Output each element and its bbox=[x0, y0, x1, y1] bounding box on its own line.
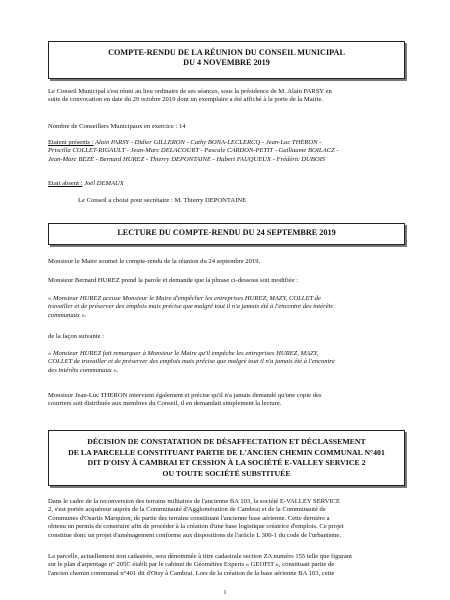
section2-title-line4: OU TOUTE SOCIÉTÉ SUBSTITUÉE bbox=[162, 468, 291, 478]
section1-p4: Monsieur Jean-Luc THERON intervient également et précise qu'il n'a jamais demandé qu'une copie des courriers soit distribuée aux membres du Conseil, il en demandait simplement la lecture. bbox=[48, 392, 322, 408]
intro-line2: suite de convocation en date du 29 octobre 2019 dont un exemplaire a été affiché à la porte de la Mairie. bbox=[48, 96, 324, 104]
section2-title-box bbox=[48, 430, 405, 486]
page-number: 1 bbox=[223, 590, 227, 596]
absent-line bbox=[48, 180, 404, 188]
present-list bbox=[48, 139, 404, 164]
section2-p2: La parcelle, actuellement non cadastrée, sera dénommée à titre cadastrale section ZA numéro 155 telle que figurant sur le plan d'arpentage n° 205C établi par le cabinet de Géomètres Experts « GEOFIT », constituait partie de l'ancien chemin communal n°401 dit d'Oisy à Cambrai. Lors de la création de la base aérienne BA 103, cette bbox=[48, 553, 352, 577]
section1-title: LECTURE DU COMPTE-RENDU DU 24 SEPTEMBRE 2019 bbox=[117, 228, 336, 237]
header-title-box bbox=[48, 41, 405, 79]
section1-p3: de la façon suivante : bbox=[48, 333, 105, 340]
councillors-count: Nombre de Conseillers Municipaux en exercice : 14 bbox=[48, 123, 186, 130]
absent-value: Joël DEMAUX bbox=[82, 180, 124, 187]
secretary-line: Le Conseil a choisi pour secrétaire : M. Thierry DEPONTAINE bbox=[78, 197, 247, 204]
intro-paragraph bbox=[48, 88, 404, 105]
section1-p2: Monsieur Bernard HUREZ prend la parole et demande que la phrase ci-dessous soit modifiée : bbox=[48, 277, 299, 284]
section2-p1: Dans le cadre de la reconversion des terrains militaires de l'ancienne BA 103, la société E-VALLEY SERVICE 2, s'est portée acquéreur auprès de la Communauté d'Agglomération de Cambrai et de la Communauté de Communes d'Osartis Marquion, de partie des terrains constituant l'ancienne base aérienne. Cette dernière a obtenu un permis de construire afin de procéder à la création d'une base logistique créatrice d'emplois. Ce projet constitue donc un projet d'aménagement conforme aux dispositions de l'article L 300-1 du code de l'urbanisme. bbox=[48, 498, 344, 539]
present-line1: Alain PARSY - Didier GILLERON - Cathy BONA-LECLERCQ - Jean-Luc THÉRON - bbox=[93, 139, 322, 146]
absent-label: Etait absent : bbox=[48, 180, 83, 187]
section2-title-line3: DIT D'OISY À CAMBRAI ET CESSION À LA SOCIÉTÉ E-VALLEY SERVICE 2 bbox=[87, 458, 366, 467]
present-line3: Jean-Marc BÉZÉ - Bernard HUREZ - Thierry DEPONTAINE - Hubert FAUQUEUX - Frédéric DUBOIS bbox=[48, 155, 326, 163]
header-title-line2: DU 4 NOVEMBRE 2019 bbox=[183, 58, 270, 67]
present-line2: Priscilla COLLET-RIGAULT - Jean-Marc DELACOURT - Pascale CARDON-PETIT - Guillaume BOILACZ - bbox=[48, 147, 339, 155]
intro-line1: Le Conseil Municipal s'est réuni au lieu ordinaire de ses séances, sous la présidence de M. Alain PARSY en bbox=[48, 88, 332, 95]
section2-title-line1: DÉCISION DE CONSTATATION DE DÉSAFFECTATION ET DÉCLASSEMENT bbox=[87, 437, 366, 446]
section1-p1: Monsieur le Maire soumet le compte-rendu de la réunion du 24 septembre 2019. bbox=[48, 258, 261, 265]
header-title-line1: COMPTE-RENDU DE LA RÉUNION DU CONSEIL MUNICIPAL bbox=[108, 48, 345, 57]
section1-quote2: « Monsieur HUREZ fait remarquer à Monsieur le Maire qu'il empêche les entreprises HUREZ, MAZY, COLLET de travailler et de préserver des emplois mais précise que malgré tout il n'a jamais été à l'encontre des intérêts communaux ». bbox=[48, 350, 335, 374]
section1-quote1: « Monsieur HUREZ accuse Monsieur le Maire d'empêcher les entreprises HUREZ, MAZY, COLLET de travailler et de préserver des emplois mais précise que malgré tout il n'a jamais été à l'encontre des intérêts communaux ». bbox=[48, 295, 333, 319]
present-label: Etaient présents : bbox=[48, 139, 94, 146]
section2-title-line2: DE LA PARCELLE CONSTITUANT PARTIE DE L'ANCIEN CHEMIN COMMUNAL N°401 bbox=[68, 447, 385, 457]
section1-title-box bbox=[48, 223, 405, 245]
